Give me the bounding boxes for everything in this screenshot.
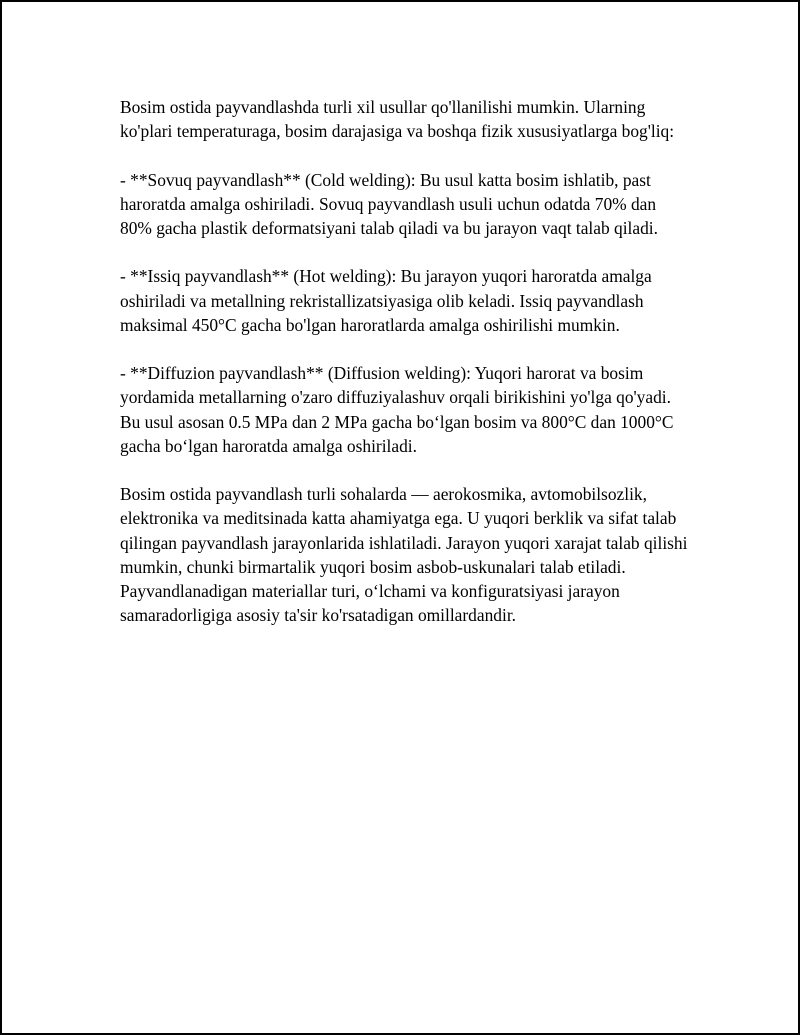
document-body [120, 95, 688, 652]
intro-paragraph: Bosim ostida payvandlashda turli xil usullar qo'llanilishi mumkin. Ularning ko'plari temperaturaga, bosim darajasiga va boshqa fizik xususiyatlarga bog'liq: [120, 97, 675, 142]
cold-welding-paragraph: - **Sovuq payvandlash** (Cold welding): Bu usul katta bosim ishlatib, past haroratda amalga oshiriladi. Sovuq payvandlash usuli uchun odatda 70% dan 80% gacha plastik deformatsiyani talab qiladi va bu jarayon vaqt talab qiladi. [120, 169, 658, 238]
hot-welding-paragraph: - **Issiq payvandlash** (Hot welding): Bu jarayon yuqori haroratda amalga oshiriladi va metallning rekristallizatsiyasiga olib keladi. Issiq payvandlash maksimal 450°C gacha bo'lgan haroratlarda amalga oshirilishi mumkin. [120, 266, 652, 335]
applications-paragraph: Bosim ostida payvandlash turli sohalarda — aerokosmika, avtomobilsozlik, elektronika va meditsinada katta ahamiyatga ega. U yuqori berklik va sifat talab qilingan payvandlash jarayonlarida ishlatiladi. Jarayon yuqori xarajat talab qilishi mumkin, chunki birmartalik yuqori bosim asbob-uskunalari talab etiladi. Payvandlanadigan materiallar turi, o‘lchami va konfiguratsiyasi jarayon samaradorligiga asosiy ta'sir ko'rsatadigan omillardandir. [120, 484, 688, 626]
diffusion-welding-paragraph: - **Diffuzion payvandlash** (Diffusion welding): Yuqori harorat va bosim yordamida metallarning o'zaro diffuziyalashuv orqali birikishini yo'lga qo'yadi. Bu usul asosan 0.5 MPa dan 2 MPa gacha bo‘lgan bosim va 800°C dan 1000°C gacha bo‘lgan haroratda amalga oshiriladi. [120, 363, 674, 456]
